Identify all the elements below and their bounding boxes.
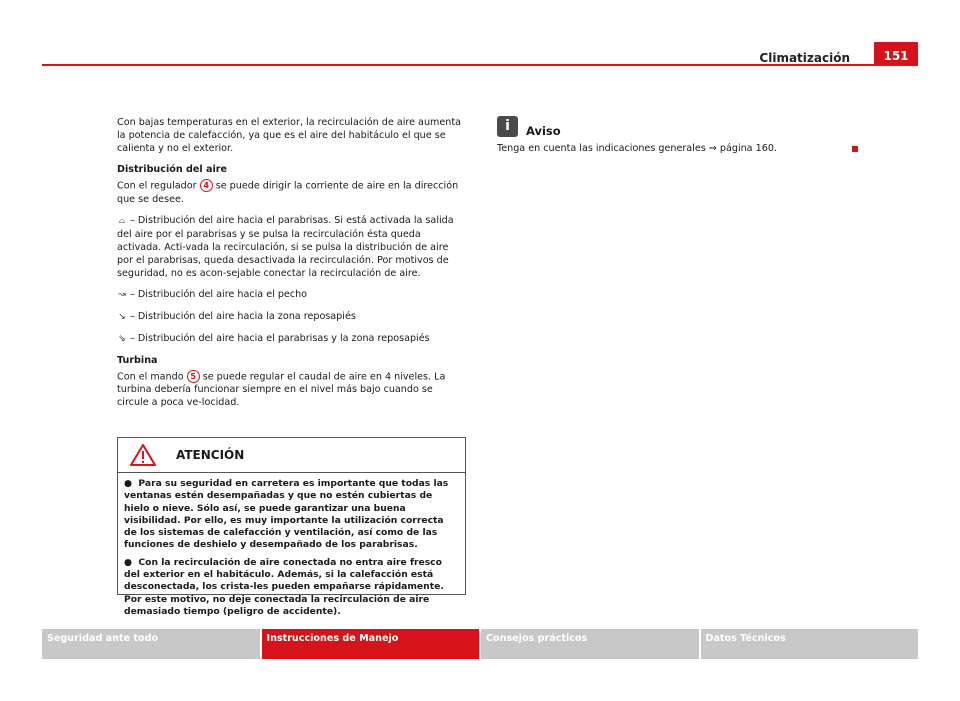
list-item xyxy=(117,310,467,324)
footer-tab-operating[interactable]: Instrucciones de Manejo xyxy=(262,629,480,659)
footer-tab-safety[interactable]: Seguridad ante todo xyxy=(42,629,260,659)
warning-body xyxy=(118,473,465,618)
info-icon: i xyxy=(497,116,518,137)
section-end-marker xyxy=(852,146,858,152)
windshield-icon: ⌓ xyxy=(118,215,126,226)
distribution-item-text: – Distribución del aire hacia la zona reposapiés xyxy=(130,310,356,322)
left-column xyxy=(117,116,467,417)
distribution-item-text: – Distribución del aire hacia el pecho xyxy=(130,288,308,300)
list-item xyxy=(117,288,467,302)
page-title: Climatización xyxy=(759,51,850,65)
note-title: Aviso xyxy=(526,124,561,138)
warning-triangle-icon xyxy=(130,444,156,466)
warning-bullet-text: Para su seguridad en carretera es importante que todas las ventanas estén desempañadas y que no estén cubiertas de hielo o nieve. Sólo así, se puede garantizar una buena visibilidad. Por ello, es muy importante la utilización correcta de los sistemas de calefacción y ventilación, así como de las funciones de deshielo y desempañado de los parabrisas. xyxy=(124,478,449,551)
control-4-badge: 4 xyxy=(200,179,213,192)
footwell-air-icon: ↘ xyxy=(118,311,126,322)
note-text: Tenga en cuenta las indicaciones generales ⇒ página 160. xyxy=(497,143,777,154)
intro-paragraph: Con bajas temperaturas en el exterior, la recirculación de aire aumenta la potencia de calefacción, ya que es el aire del habitáculo el que se calienta y no el exterior. xyxy=(117,117,461,154)
chest-air-icon: ↝ xyxy=(118,289,126,300)
blower-heading: Turbina xyxy=(117,354,158,366)
bullet-icon: ● xyxy=(124,556,139,568)
blower-paragraph xyxy=(117,370,467,410)
warning-bullet xyxy=(124,557,459,618)
distribution-text-a: Con el regulador xyxy=(117,180,197,192)
distribution-paragraph xyxy=(117,179,467,206)
distribution-heading: Distribución del aire xyxy=(117,164,228,175)
footer-tab-tips[interactable]: Consejos prácticos xyxy=(481,629,699,659)
warning-bullet xyxy=(124,478,459,552)
distribution-text-b: se puede dirigir la corriente de aire en la dirección que se desee. xyxy=(117,180,459,205)
windshield-footwell-icon: ⇘ xyxy=(118,333,126,344)
warning-header xyxy=(118,438,465,473)
blower-text-b: se puede regular el caudal de aire en 4 niveles. La turbina debería funcionar siempre en el nivel más bajo cuando se circule a poca ve-locidad. xyxy=(117,371,446,408)
bullet-icon: ● xyxy=(124,478,139,489)
blower-text-a: Con el mando xyxy=(117,371,184,382)
distribution-item-text: – Distribución del aire hacia el parabrisas. Si está activada la salida del aire por el parabrisas y se pulsa la recirculación ésta queda activada. Acti-vada la recirculación, si se pulsa la distribución de aire por el parabrisas, queda desactivada la recirculación. Por motivos de seguridad, no es acon-sejable conectar la recirculación de aire. xyxy=(117,214,454,279)
footer-tab-technical[interactable]: Datos Técnicos xyxy=(701,629,919,659)
footer-nav xyxy=(42,629,918,659)
warning-bullet-text: Con la recirculación de aire conectada no entra aire fresco del exterior en el habitáculo. Además, si la calefacción está desconectada, los crista-les pueden empañarse rápidamente. Por este motivo, no deje conectada la recirculación de aire demasiado tiempo (peligro de accidente). xyxy=(124,556,444,617)
warning-title: ATENCIÓN xyxy=(176,448,245,462)
list-item xyxy=(117,214,467,280)
control-5-badge: 5 xyxy=(187,370,200,383)
warning-box xyxy=(117,437,466,617)
page-number: 151 xyxy=(874,42,918,66)
distribution-item-text: – Distribución del aire hacia el parabrisas y la zona reposapiés xyxy=(130,332,430,344)
list-item xyxy=(117,332,467,346)
